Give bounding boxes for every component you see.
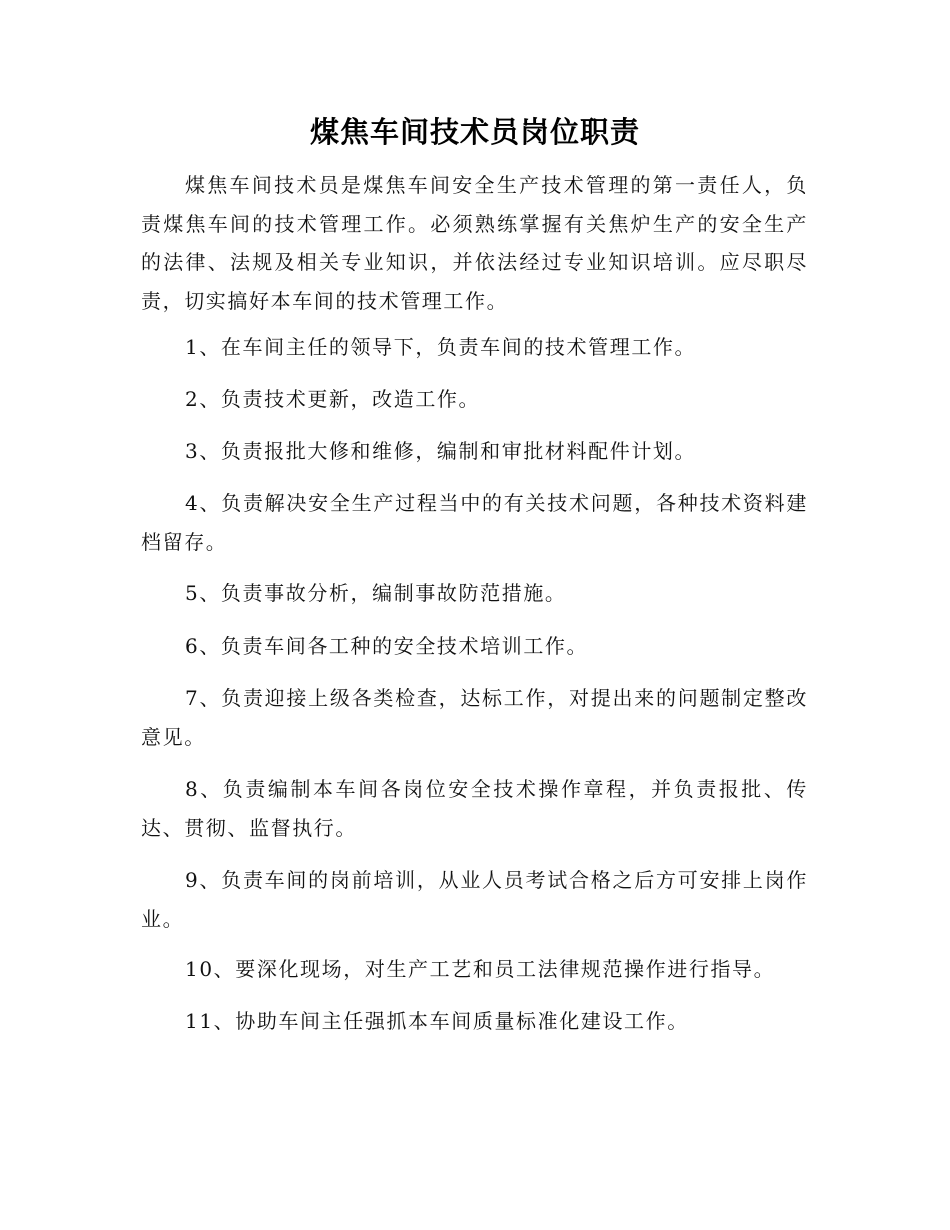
- duty-item-4: 4、负责解决安全生产过程当中的有关技术问题，各种技术资料建档留存。: [141, 491, 808, 554]
- duty-item-5: 5、负责事故分析，编制事故防范措施。: [185, 581, 567, 605]
- intro-paragraph: 煤焦车间技术员是煤焦车间安全生产技术管理的第一责任人，负责煤焦车间的技术管理工作。必须熟练掌握有关焦炉生产的安全生产的法律、法规及相关专业知识，并依法经过专业知识培训。应尽职尽责，切实搞好本车间的技术管理工作。: [141, 173, 808, 313]
- duty-item-11: 11、协助车间主任强抓本车间质量标准化建设工作。: [185, 1009, 689, 1033]
- duty-item-2: 2、负责技术更新，改造工作。: [185, 387, 481, 411]
- document-title: 煤焦车间技术员岗位职责: [309, 115, 640, 149]
- duty-item-9: 9、负责车间的岗前培训，从业人员考试合格之后方可安排上岗作业。: [141, 868, 808, 931]
- duty-item-8: 8、负责编制本车间各岗位安全技术操作章程，并负责报批、传达、贯彻、监督执行。: [141, 777, 808, 840]
- duty-item-10: 10、要深化现场，对生产工艺和员工法律规范操作进行指导。: [185, 957, 776, 981]
- duty-item-1: 1、在车间主任的领导下，负责车间的技术管理工作。: [185, 335, 697, 359]
- duty-item-3: 3、负责报批大修和维修，编制和审批材料配件计划。: [185, 439, 697, 463]
- duty-item-7: 7、负责迎接上级各类检查，达标工作，对提出来的问题制定整改意见。: [141, 686, 808, 749]
- duty-item-6: 6、负责车间各工种的安全技术培训工作。: [185, 634, 589, 658]
